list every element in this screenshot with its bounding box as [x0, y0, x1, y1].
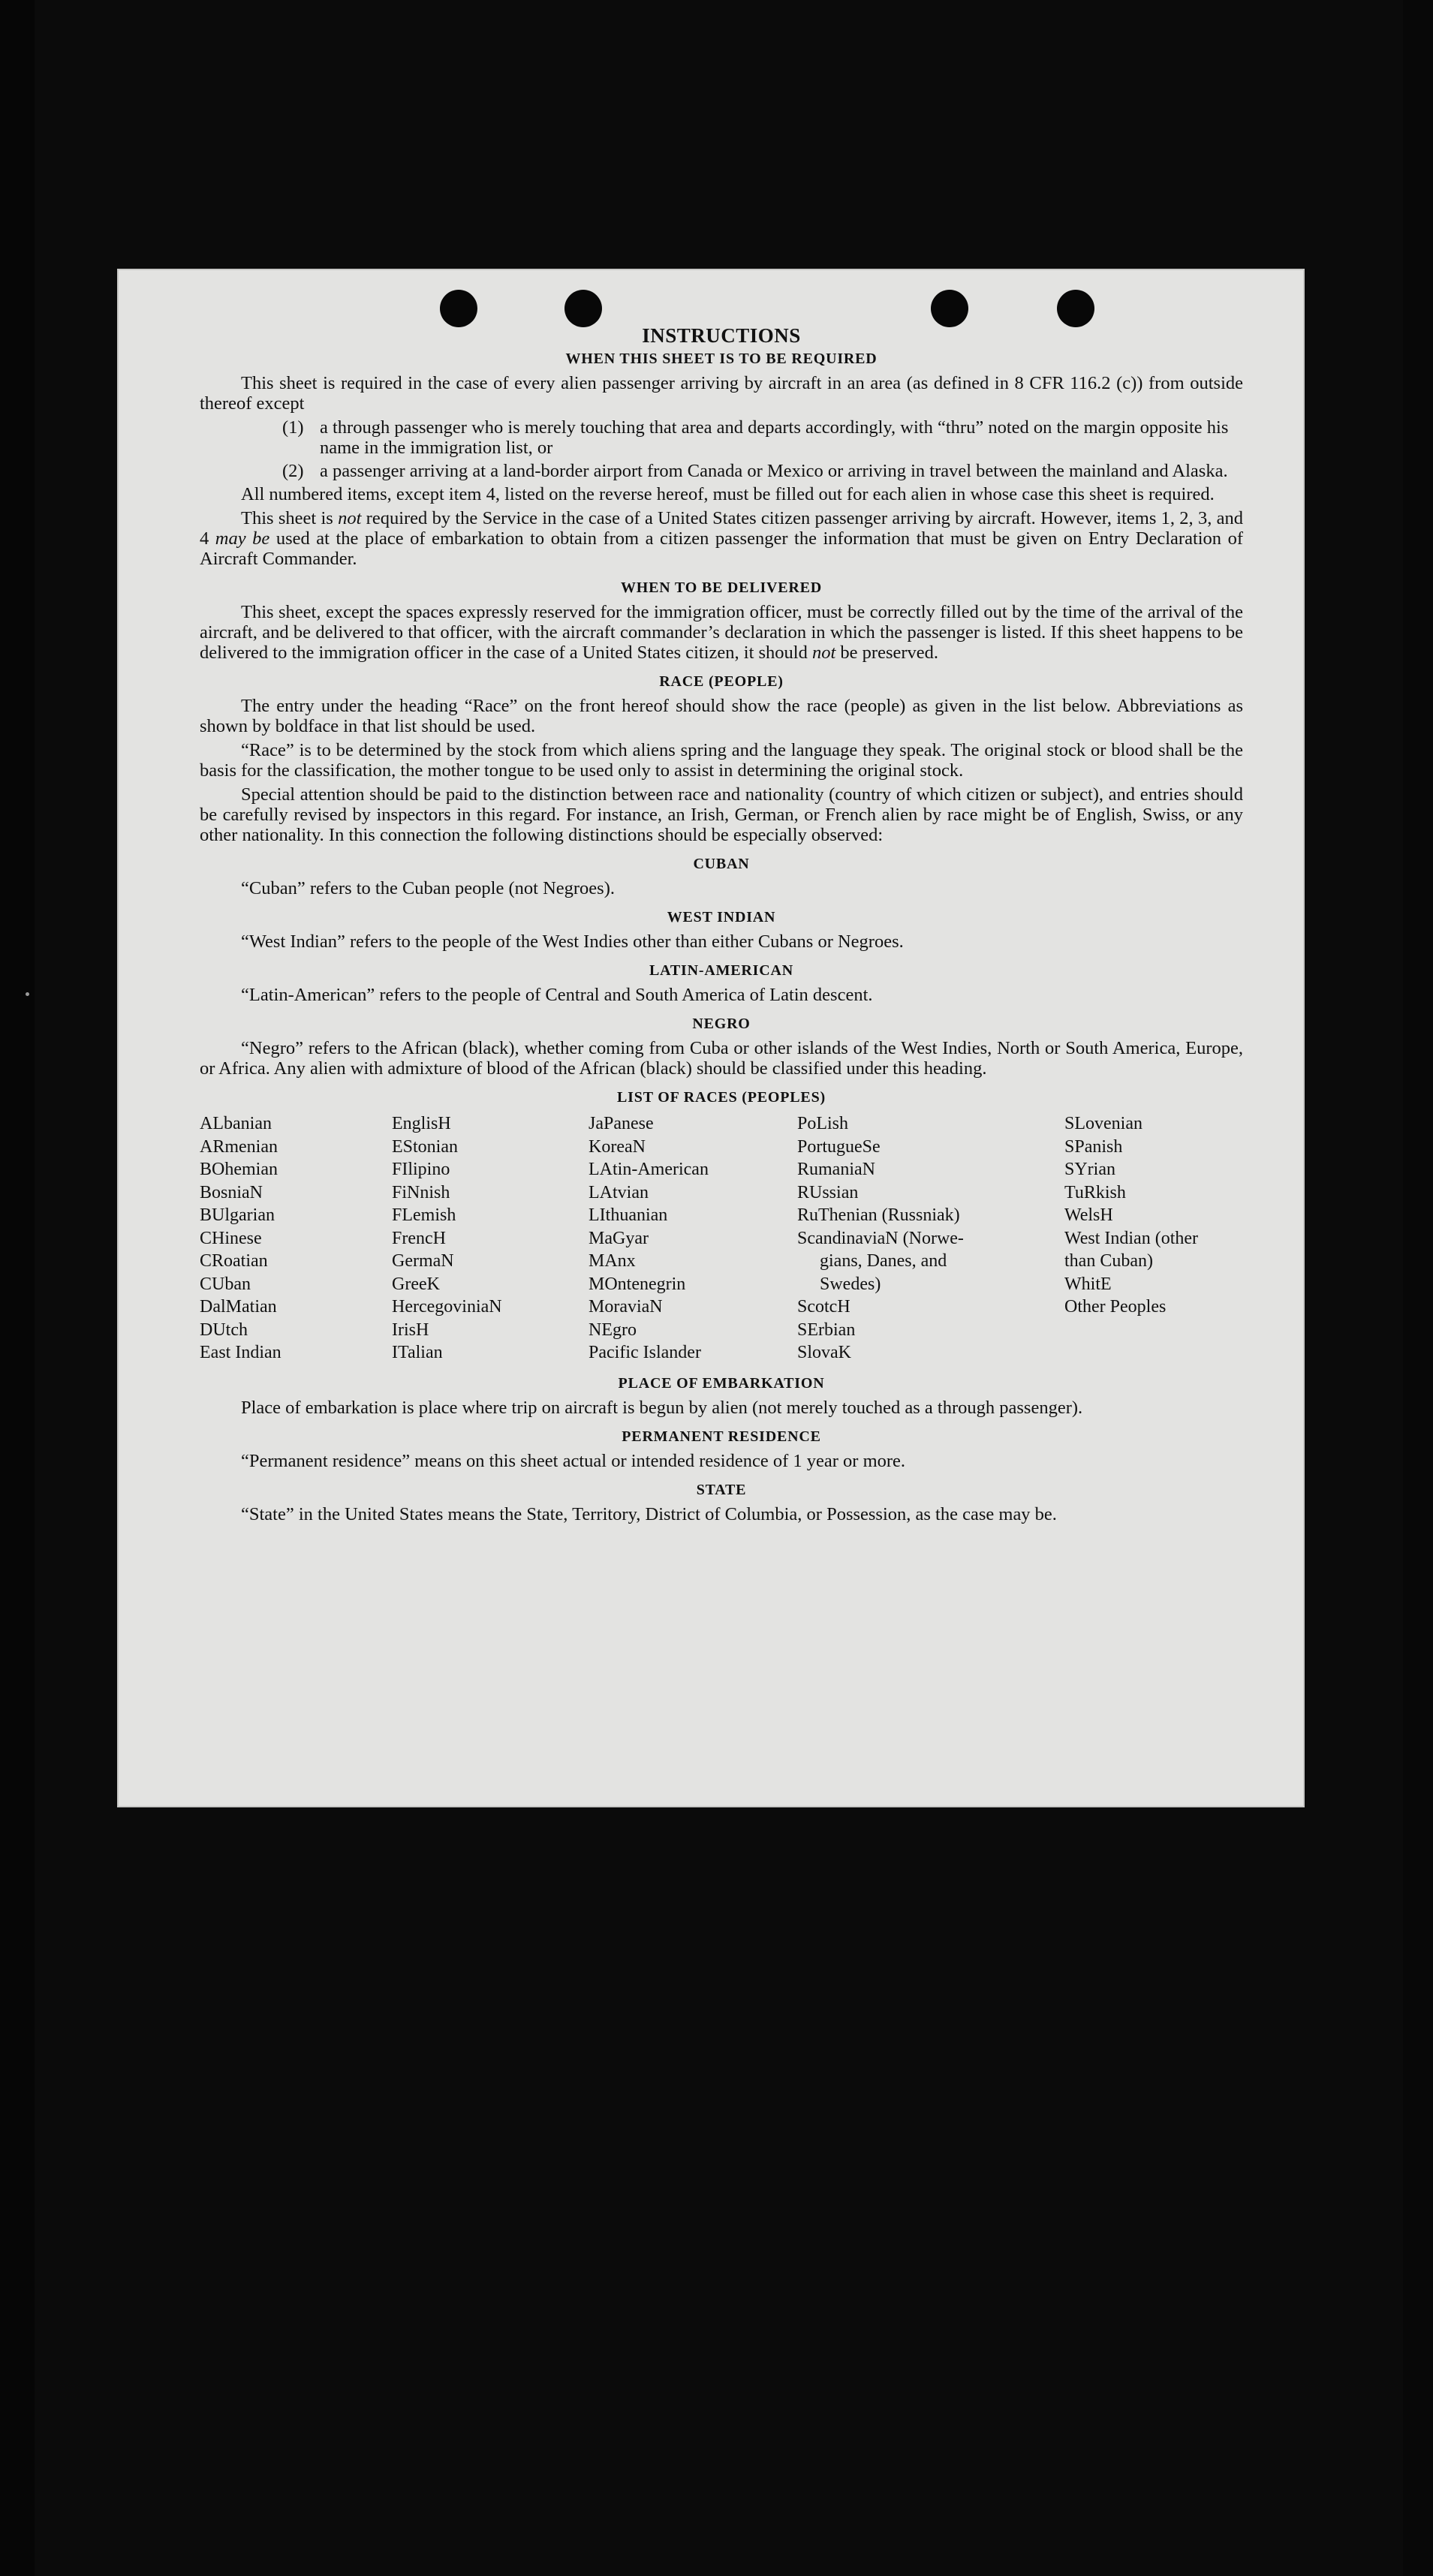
race-entry: RUssian	[797, 1182, 859, 1202]
race-entry: FIlipino	[392, 1160, 450, 1179]
race-paragraph-2: “Race” is to be determined by the stock from which aliens spring and the language they speak. The original stock or blood shall be the basis for the classification, the mother tongue to be used only to assist in determining the original stock.	[200, 740, 1243, 781]
race-entry: LAtvian	[589, 1182, 649, 1202]
race-entry: RuThenian (Russniak)	[797, 1205, 960, 1225]
race-entry: MoraviaN	[589, 1297, 663, 1317]
race-paragraph-1: The entry under the heading “Race” on the front hereof should show the race (people) as given in the list below. Abbreviations as shown by boldface in that list should be used.	[200, 696, 1243, 736]
race-entry: DUtch	[200, 1320, 248, 1340]
race-entry-continuation: gians, Danes, and	[820, 1251, 947, 1271]
race-entry: BOhemian	[200, 1160, 278, 1179]
citizen-text-c: used at the place of embarkation to obtain from a citizen passenger the information that must be given on Entry Declaration of Aircraft Commander.	[200, 528, 1244, 569]
exception-text: a passenger arriving at a land-border airport from Canada or Mexico or arriving in travel between the mainland and Alaska.	[320, 461, 1228, 481]
section-heading-residence: PERMANENT RESIDENCE	[622, 1428, 821, 1445]
west-indian-paragraph: “West Indian” refers to the people of the West Indies other than either Cubans or Negroes.	[241, 931, 904, 952]
race-entry: GermaN	[392, 1251, 454, 1271]
exception-item-2	[282, 461, 1243, 481]
citizen-paragraph	[200, 508, 1243, 569]
race-entry: PoLish	[797, 1114, 849, 1133]
citizen-text-b: required by the Service in the case of a United States citizen passenger arriving by aircraft. However, items 1, 2, 3, and 4	[200, 508, 1243, 549]
race-entry: SlovaK	[797, 1343, 851, 1362]
dust-speck	[26, 992, 29, 996]
race-entry: FLemish	[392, 1205, 456, 1225]
race-entry: PortugueSe	[797, 1136, 881, 1157]
section-heading-when-required: WHEN THIS SHEET IS TO BE REQUIRED	[565, 351, 878, 367]
state-paragraph: “State” in the United States means the State, Territory, District of Columbia, or Possession, as the case may be.	[241, 1503, 1057, 1524]
race-entry: FrencH	[392, 1228, 446, 1248]
race-entry: SPanish	[1064, 1136, 1123, 1157]
citizen-text-maybe: may be	[215, 528, 270, 549]
when-required-intro: This sheet is required in the case of every alien passenger arriving by aircraft in an area (as defined in 8 CFR 116.2 (c)) from outside thereof except	[200, 373, 1243, 414]
race-entry: East Indian	[200, 1343, 281, 1362]
race-entry: GreeK	[392, 1274, 440, 1294]
citizen-text-a: This sheet is	[241, 508, 333, 528]
section-heading-embarkation: PLACE OF EMBARKATION	[618, 1374, 825, 1392]
punch-hole	[564, 290, 602, 327]
race-entry: West Indian (other	[1064, 1228, 1199, 1248]
section-heading-race: RACE (PEOPLE)	[659, 673, 784, 690]
race-entry: CUban	[200, 1274, 251, 1294]
section-heading-state: STATE	[696, 1481, 747, 1498]
races-list	[200, 1112, 1243, 1365]
residence-paragraph: “Permanent residence” means on this sheet actual or intended residence of 1 year or more.	[241, 1450, 906, 1471]
race-entry: JaPanese	[589, 1114, 654, 1133]
delivered-text-not: not	[811, 642, 836, 663]
races-column-4	[797, 1112, 1064, 1365]
race-entry: Pacific Islander	[589, 1343, 701, 1362]
race-entry: Other Peoples	[1064, 1297, 1167, 1317]
film-border-right	[1403, 0, 1433, 2576]
document-page	[117, 269, 1305, 1807]
race-entry: WelsH	[1064, 1205, 1113, 1225]
race-entry: ScotcH	[797, 1297, 850, 1317]
citizen-text-not: not	[338, 508, 362, 528]
race-entry: LIthuanian	[589, 1205, 668, 1225]
races-column-5	[1064, 1112, 1243, 1365]
race-entry-continuation: than Cuban)	[1064, 1251, 1153, 1271]
film-border-left	[0, 0, 35, 2576]
race-entry: IrisH	[392, 1320, 429, 1340]
race-entry: LAtin-American	[589, 1160, 709, 1179]
delivered-text-b: be preserved.	[840, 642, 939, 663]
section-heading-latin-american: LATIN-AMERICAN	[649, 962, 793, 979]
race-entry: FiNnish	[392, 1182, 450, 1202]
race-entry: MaGyar	[589, 1228, 649, 1248]
embarkation-paragraph: Place of embarkation is place where trip on aircraft is begun by alien (not merely touched as a through passenger).	[241, 1397, 1083, 1418]
cuban-paragraph: “Cuban” refers to the Cuban people (not Negroes).	[241, 878, 615, 898]
exception-number: (2)	[282, 461, 304, 481]
race-entry: RumaniaN	[797, 1160, 875, 1179]
race-entry: CRoatian	[200, 1251, 268, 1271]
race-entry: KoreaN	[589, 1136, 646, 1157]
race-entry: ALbanian	[200, 1114, 272, 1133]
race-entry: EnglisH	[392, 1114, 451, 1133]
race-entry: HercegoviniaN	[392, 1297, 502, 1317]
race-paragraph-3: Special attention should be paid to the distinction between race and nationality (country of which citizen or subject), and entries should be carefully revised by inspectors in this regard. For instance, an Irish, German, or French alien by race might be of English, Swiss, or any other nationality. In this connection the following distinctions should be especially observed:	[200, 784, 1243, 845]
races-column-1	[200, 1112, 392, 1365]
race-entry: MOntenegrin	[589, 1274, 686, 1294]
race-entry: ITalian	[392, 1343, 443, 1362]
delivered-text-a: This sheet, except the spaces expressly reserved for the immigration officer, must be correctly filled out by the time of the arrival of the aircraft, and be delivered to that officer, with the aircraft commander’s declaration in which the passenger is listed. If this sheet happens to be delivered to the immigration officer in the case of a United States citizen, it should	[200, 602, 1243, 663]
instructions-body	[200, 326, 1243, 1528]
race-entry: TuRkish	[1064, 1182, 1126, 1202]
exception-number: (1)	[282, 417, 304, 438]
exception-text: a through passenger who is merely touching that area and departs accordingly, with “thru” noted on the margin opposite his name in the immigration list, or	[320, 417, 1229, 458]
race-entry: ScandinaviaN (Norwe-	[797, 1228, 964, 1248]
race-entry: BUlgarian	[200, 1205, 275, 1225]
race-entry: BosniaN	[200, 1182, 263, 1202]
punch-hole	[931, 290, 968, 327]
numbered-items-paragraph: All numbered items, except item 4, listed on the reverse hereof, must be filled out for each alien in whose case this sheet is required.	[241, 484, 1215, 504]
latin-american-paragraph: “Latin-American” refers to the people of Central and South America of Latin descent.	[241, 985, 873, 1005]
race-entry: SLovenian	[1064, 1114, 1142, 1133]
exception-item-1	[282, 417, 1243, 458]
section-heading-cuban: CUBAN	[693, 856, 750, 872]
race-entry: WhitE	[1064, 1274, 1112, 1294]
section-heading-negro: NEGRO	[692, 1016, 751, 1032]
race-entry: DalMatian	[200, 1297, 277, 1317]
when-delivered-paragraph	[200, 602, 1243, 663]
race-entry: MAnx	[589, 1251, 636, 1271]
race-entry: EStonian	[392, 1136, 458, 1157]
races-column-2	[392, 1112, 589, 1365]
punch-hole	[440, 290, 477, 327]
negro-paragraph: “Negro” refers to the African (black), whether coming from Cuba or other islands of the West Indies, North or South America, Europe, or Africa. Any alien with admixture of blood of the African (black) should be classified under this heading.	[200, 1038, 1243, 1079]
section-heading-races-list: LIST OF RACES (PEOPLES)	[617, 1089, 826, 1106]
race-entry: SYrian	[1064, 1160, 1115, 1179]
punch-hole	[1057, 290, 1094, 327]
races-column-3	[589, 1112, 797, 1365]
section-heading-west-indian: WEST INDIAN	[667, 909, 776, 925]
race-entry: ARmenian	[200, 1136, 278, 1157]
section-heading-when-delivered: WHEN TO BE DELIVERED	[620, 579, 823, 596]
race-entry: NEgro	[589, 1320, 637, 1340]
race-entry: SErbian	[797, 1320, 856, 1340]
race-entry-continuation: Swedes)	[820, 1274, 881, 1294]
page-title: INSTRUCTIONS	[642, 324, 801, 347]
race-entry: CHinese	[200, 1228, 262, 1248]
